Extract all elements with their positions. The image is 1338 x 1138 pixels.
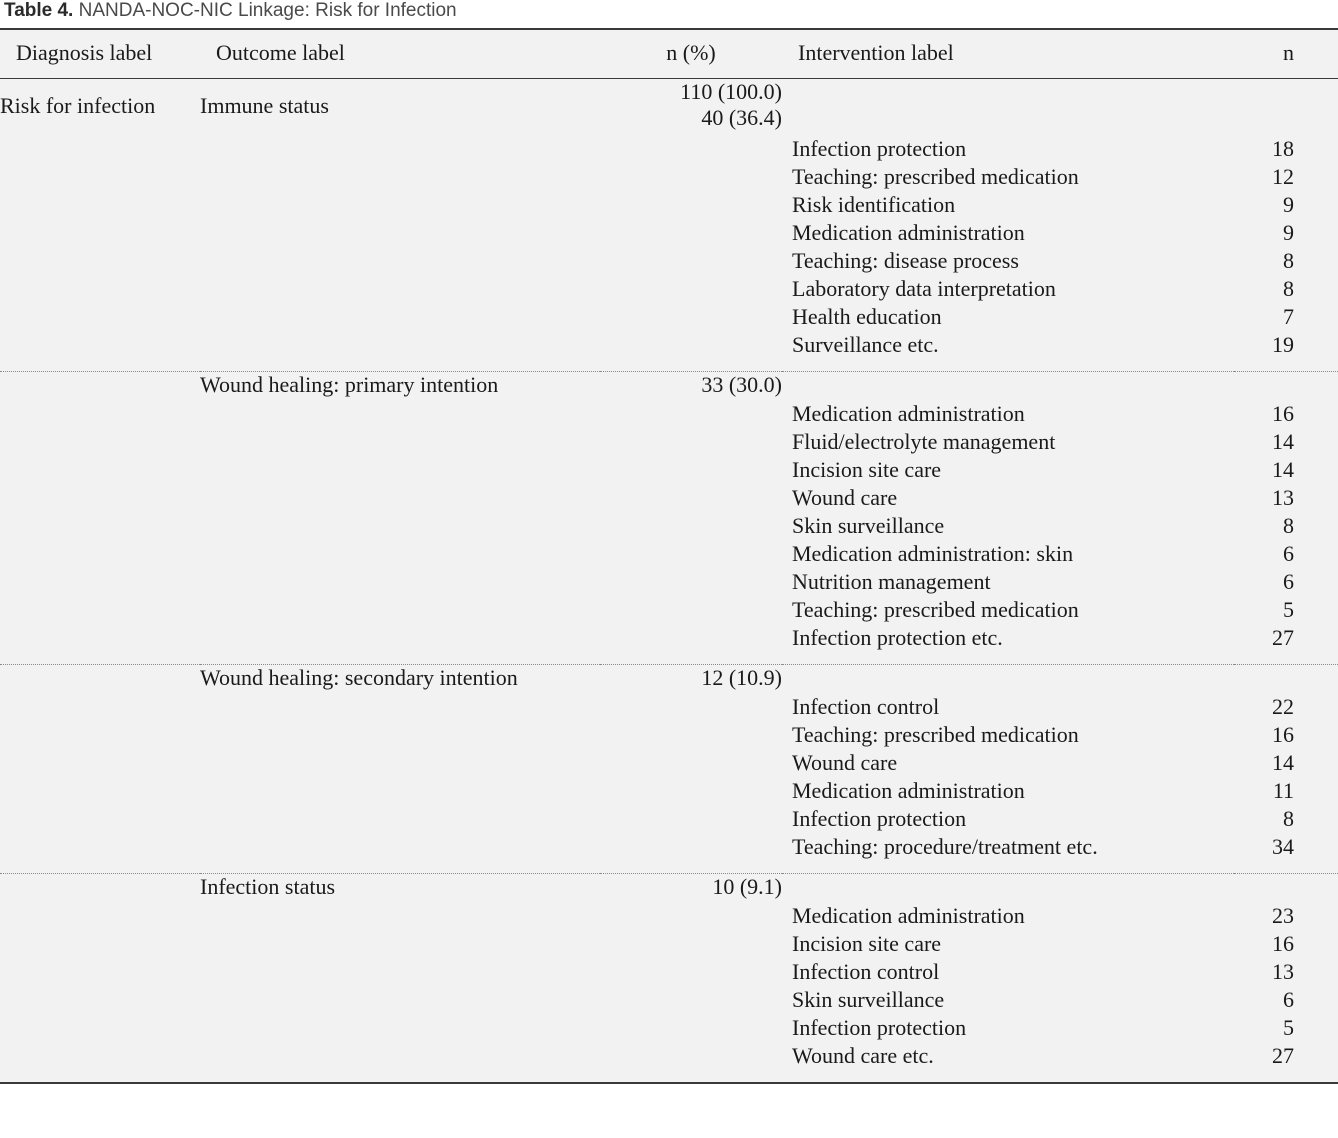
- intervention-count: 14: [1272, 429, 1294, 454]
- intervention-row: [782, 247, 1338, 275]
- intervention-count: 8: [1283, 248, 1294, 273]
- intervention-row: [782, 540, 1338, 568]
- linkage-table: [0, 28, 1338, 1082]
- intervention-count: 16: [1272, 722, 1294, 747]
- intervention-label: Fluid/electrolyte management: [792, 429, 1056, 454]
- intervention-row: [782, 456, 1338, 484]
- intervention-label: Infection protection: [792, 1015, 967, 1040]
- intervention-row: [782, 777, 1338, 805]
- intervention-list: [782, 372, 1338, 652]
- outcome-cell: [200, 874, 600, 1083]
- intervention-count: 19: [1272, 332, 1294, 357]
- intervention-list: [782, 79, 1338, 359]
- header-intervention-label: Intervention label: [782, 29, 1234, 79]
- intervention-count: 11: [1272, 778, 1294, 803]
- intervention-count: 9: [1283, 192, 1294, 217]
- intervention-label: Incision site care: [792, 931, 942, 956]
- table-caption-label: Table 4.: [4, 0, 74, 21]
- outcome-n-percent: 40 (36.4): [701, 105, 782, 130]
- intervention-label: Teaching: prescribed medication: [792, 164, 1079, 189]
- intervention-row: [782, 135, 1338, 163]
- header-n: n: [1234, 29, 1338, 79]
- intervention-list-spacer: [782, 665, 1338, 693]
- intervention-label: Wound care: [792, 485, 898, 510]
- intervention-row: [782, 902, 1338, 930]
- intervention-count: 13: [1272, 959, 1294, 984]
- n-percent-cell: [600, 372, 782, 665]
- intervention-label: Infection control: [792, 959, 940, 984]
- n-percent-cell: [600, 665, 782, 874]
- intervention-label: Wound care etc.: [792, 1043, 934, 1068]
- intervention-count: 8: [1283, 276, 1294, 301]
- outcome-label: Immune status: [200, 93, 329, 118]
- intervention-row: [782, 219, 1338, 247]
- diagnosis-cell: [0, 874, 200, 1083]
- intervention-count: 16: [1272, 931, 1294, 956]
- intervention-count: 34: [1272, 834, 1294, 859]
- intervention-count: 7: [1283, 304, 1294, 329]
- outcome-n-percent: 10 (9.1): [712, 874, 782, 899]
- intervention-count: 5: [1283, 597, 1294, 622]
- intervention-row: [782, 163, 1338, 191]
- table-header-row: [0, 29, 1338, 79]
- n-percent-cell: [600, 874, 782, 1083]
- intervention-count: 6: [1283, 987, 1294, 1012]
- table-bottom-rule: [0, 1082, 1338, 1084]
- intervention-label: Infection protection etc.: [792, 625, 1003, 650]
- intervention-label: Infection protection: [792, 806, 967, 831]
- intervention-count: 14: [1272, 750, 1294, 775]
- intervention-row: [782, 400, 1338, 428]
- intervention-row: [782, 805, 1338, 833]
- header-n-percent: n (%): [600, 29, 782, 79]
- outcome-cell: [200, 372, 600, 665]
- table-head: [0, 29, 1338, 79]
- intervention-label: Teaching: prescribed medication: [792, 722, 1079, 747]
- intervention-label: Wound care: [792, 750, 898, 775]
- intervention-label: Health education: [792, 304, 942, 329]
- intervention-count: 23: [1272, 903, 1294, 928]
- intervention-list: [782, 665, 1338, 861]
- diagnosis-cell: [0, 665, 200, 874]
- intervention-row: [782, 749, 1338, 777]
- intervention-label: Incision site care: [792, 457, 942, 482]
- intervention-label: Nutrition management: [792, 569, 991, 594]
- intervention-list-spacer: [782, 79, 1338, 135]
- outcome-group-row: [0, 874, 1338, 1083]
- intervention-row: [782, 331, 1338, 359]
- intervention-row: [782, 930, 1338, 958]
- intervention-count: 6: [1283, 569, 1294, 594]
- intervention-count: 8: [1283, 513, 1294, 538]
- intervention-row: [782, 568, 1338, 596]
- outcome-n-percent: 33 (30.0): [701, 372, 782, 397]
- header-diagnosis-label: Diagnosis label: [0, 29, 200, 79]
- intervention-row: [782, 1014, 1338, 1042]
- intervention-row: [782, 484, 1338, 512]
- diagnosis-label: Risk for infection: [0, 93, 156, 118]
- intervention-count: 8: [1283, 806, 1294, 831]
- intervention-count: 18: [1272, 136, 1294, 161]
- outcome-group-row: [0, 665, 1338, 874]
- outcome-n-percent: 12 (10.9): [701, 665, 782, 690]
- intervention-count: 14: [1272, 457, 1294, 482]
- diagnosis-cell: [0, 372, 200, 665]
- intervention-row: [782, 275, 1338, 303]
- intervention-label: Medication administration: [792, 401, 1025, 426]
- intervention-row: [782, 624, 1338, 652]
- interventions-cell: [782, 665, 1338, 874]
- intervention-list-spacer: [782, 874, 1338, 902]
- intervention-label: Teaching: prescribed medication: [792, 597, 1079, 622]
- outcome-label: Wound healing: primary intention: [200, 372, 499, 397]
- intervention-row: [782, 833, 1338, 861]
- intervention-row: [782, 986, 1338, 1014]
- intervention-label: Skin surveillance: [792, 513, 945, 538]
- intervention-label: Laboratory data interpretation: [792, 276, 1056, 301]
- intervention-row: [782, 958, 1338, 986]
- outcome-lead-gap: [200, 79, 600, 93]
- intervention-count: 12: [1272, 164, 1294, 189]
- intervention-label: Medication administration: [792, 220, 1025, 245]
- intervention-count: 16: [1272, 401, 1294, 426]
- intervention-row: [782, 721, 1338, 749]
- intervention-count: 27: [1272, 625, 1294, 650]
- n-percent-cell: [600, 79, 782, 372]
- intervention-label: Medication administration: [792, 778, 1025, 803]
- intervention-label: Teaching: procedure/treatment etc.: [792, 834, 1098, 859]
- intervention-row: [782, 512, 1338, 540]
- interventions-cell: [782, 372, 1338, 665]
- header-outcome-label: Outcome label: [200, 29, 600, 79]
- outcome-label: Wound healing: secondary intention: [200, 665, 518, 690]
- intervention-label: Skin surveillance: [792, 987, 945, 1012]
- intervention-count: 22: [1272, 694, 1294, 719]
- intervention-list-spacer: [782, 372, 1338, 400]
- diagnosis-cell: [0, 79, 200, 372]
- intervention-count: 6: [1283, 541, 1294, 566]
- intervention-label: Medication administration: skin: [792, 541, 1074, 566]
- table-caption-text: NANDA-NOC-NIC Linkage: Risk for Infection: [73, 0, 457, 21]
- intervention-row: [782, 428, 1338, 456]
- intervention-label: Medication administration: [792, 903, 1025, 928]
- intervention-row: [782, 1042, 1338, 1070]
- intervention-count: 5: [1283, 1015, 1294, 1040]
- intervention-label: Teaching: disease process: [792, 248, 1019, 273]
- outcome-label: Infection status: [200, 874, 336, 899]
- intervention-list: [782, 874, 1338, 1070]
- intervention-label: Surveillance etc.: [792, 332, 939, 357]
- diagnosis-n-percent: 110 (100.0): [680, 79, 782, 104]
- intervention-row: [782, 693, 1338, 721]
- intervention-label: Infection control: [792, 694, 940, 719]
- table-body: [0, 79, 1338, 1083]
- outcome-cell: [200, 665, 600, 874]
- intervention-row: [782, 191, 1338, 219]
- intervention-row: [782, 596, 1338, 624]
- outcome-group-row: [0, 372, 1338, 665]
- intervention-label: Risk identification: [792, 192, 956, 217]
- intervention-count: 27: [1272, 1043, 1294, 1068]
- intervention-label: Infection protection: [792, 136, 967, 161]
- table-caption: [0, 0, 1338, 28]
- interventions-cell: [782, 79, 1338, 372]
- intervention-count: 13: [1272, 485, 1294, 510]
- interventions-cell: [782, 874, 1338, 1083]
- outcome-cell: [200, 79, 600, 372]
- intervention-count: 9: [1283, 220, 1294, 245]
- outcome-group-row: [0, 79, 1338, 372]
- intervention-row: [782, 303, 1338, 331]
